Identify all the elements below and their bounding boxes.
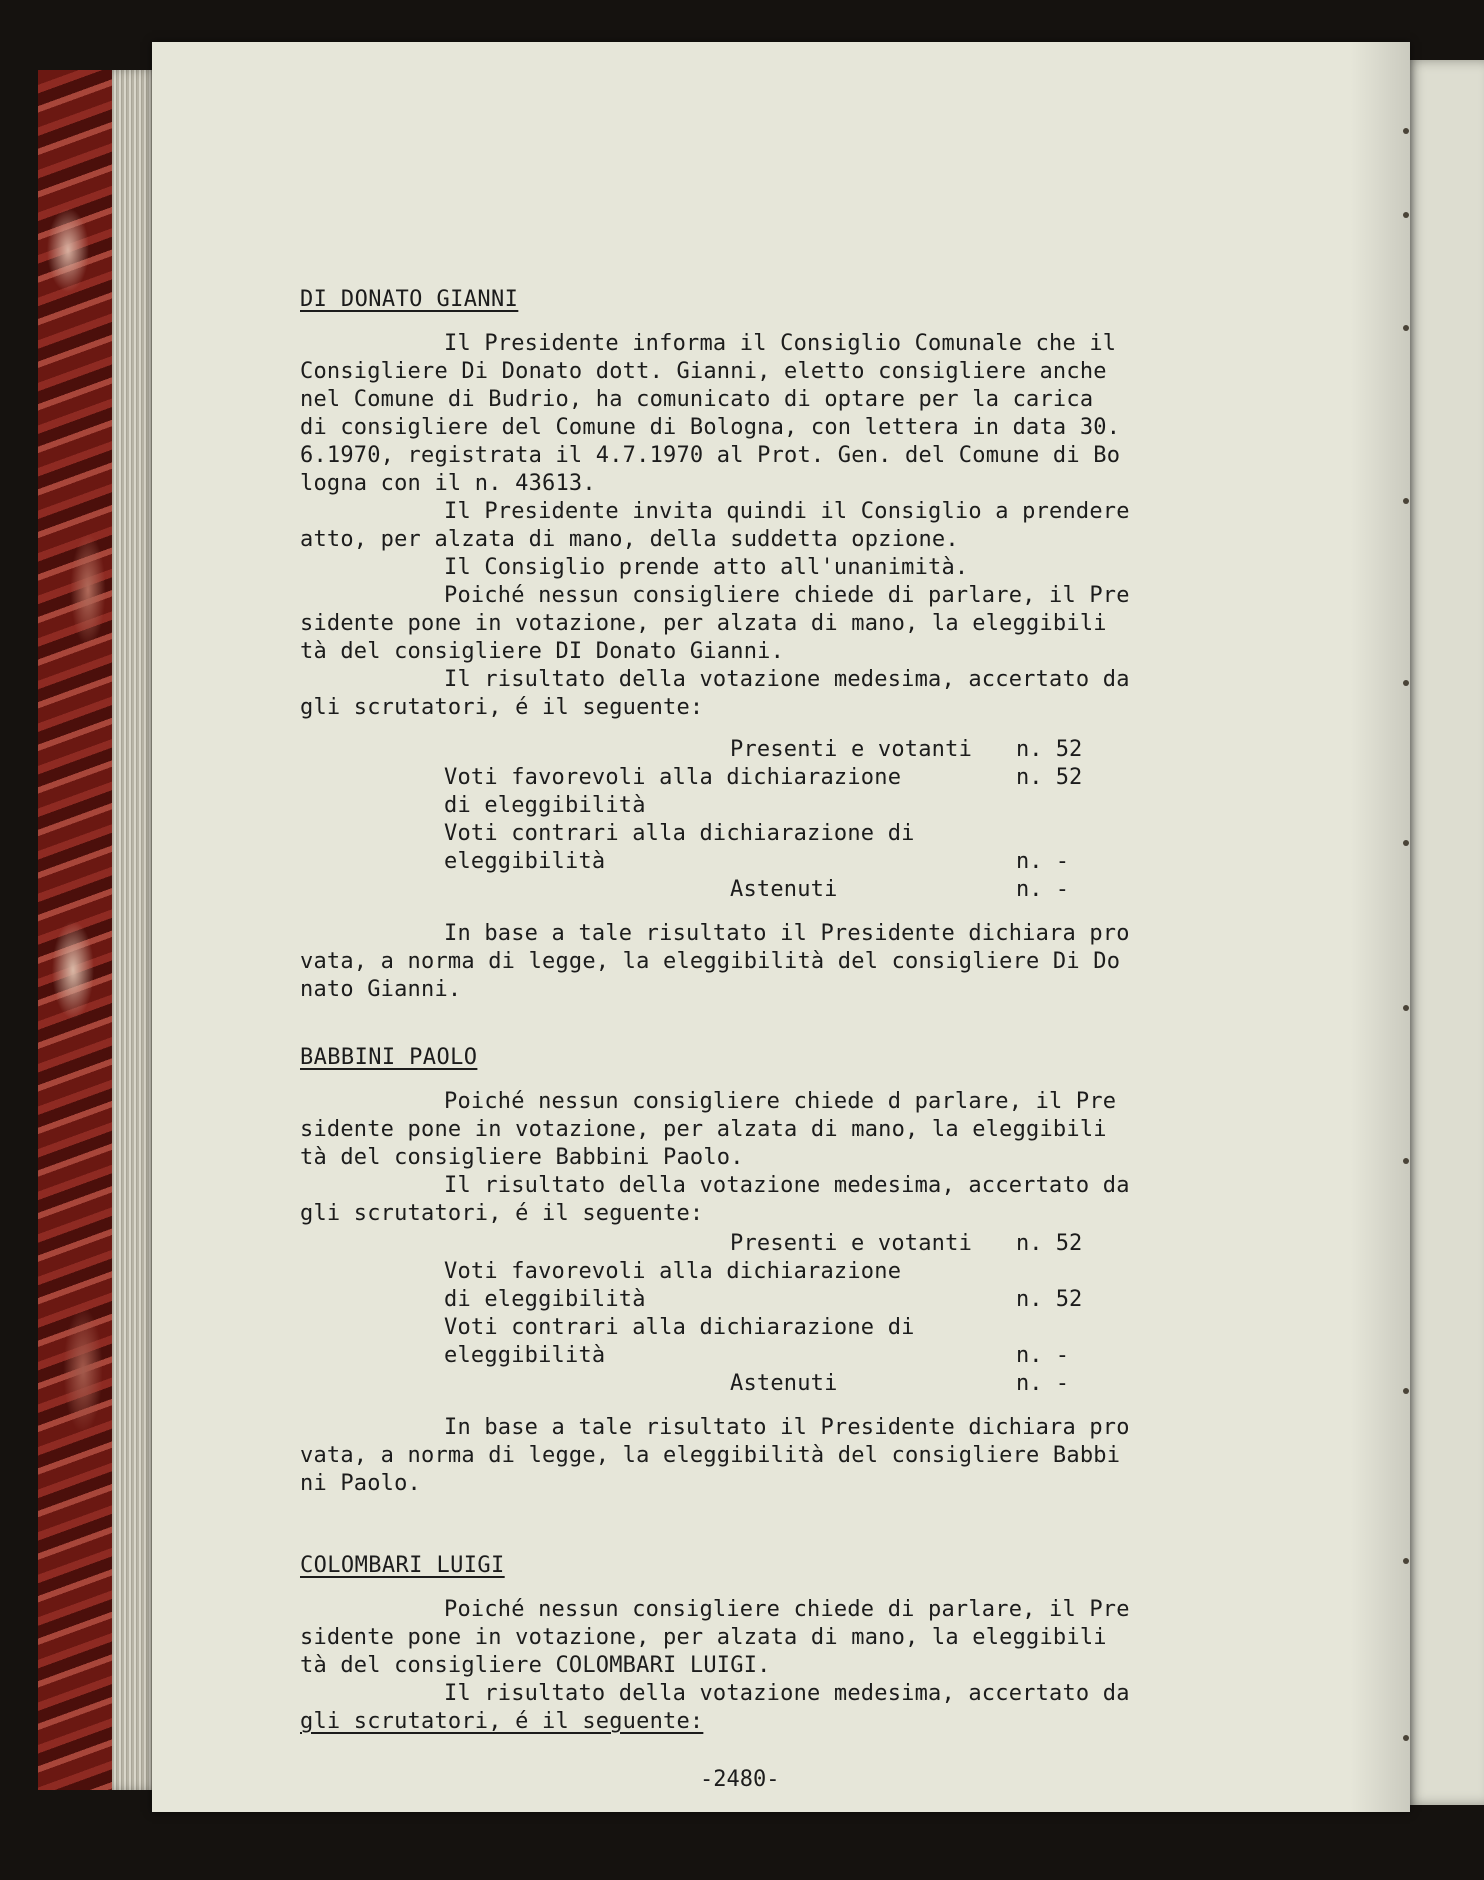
paragraph-line: tà del consigliere DI Donato Gianni.: [300, 639, 785, 664]
book-binding: [38, 70, 122, 1790]
punch-hole: [1403, 128, 1409, 134]
punch-hole: [1403, 1558, 1409, 1564]
paragraph-line: nato Gianni.: [300, 977, 462, 1002]
punch-hole: [1403, 840, 1409, 846]
punch-hole: [1403, 1735, 1409, 1741]
vote-label: Voti contrari alla dichiarazione di: [444, 821, 915, 846]
paragraph-line: Poiché nessun consigliere chiede di parlare, il Pre: [444, 583, 1130, 608]
paragraph-line: Il Consiglio prende atto all'unanimità.: [444, 555, 969, 580]
paragraph-line: In base a tale risultato il Presidente dichiara pro: [444, 921, 1130, 946]
section-heading: BABBINI PAOLO: [300, 1045, 478, 1070]
paragraph-line: Il Presidente invita quindi il Consiglio a prendere: [444, 499, 1130, 524]
punch-hole: [1403, 1005, 1409, 1011]
paragraph-line: vata, a norma di legge, la eleggibilità del consigliere Babbi: [300, 1443, 1121, 1468]
punch-hole: [1403, 1158, 1409, 1164]
vote-count: n. -: [1016, 877, 1069, 902]
paragraph-line: sidente pone in votazione, per alzata di mano, la eleggibili: [300, 1625, 1107, 1650]
vote-label: Voti contrari alla dichiarazione di: [444, 1315, 915, 1340]
paragraph-line: In base a tale risultato il Presidente dichiara pro: [444, 1415, 1130, 1440]
vote-label: eleggibilità: [444, 849, 606, 874]
punch-hole: [1403, 325, 1409, 331]
paragraph-line: Il risultato della votazione medesima, accertato da: [444, 1681, 1130, 1706]
vote-label: Astenuti: [730, 877, 838, 902]
paragraph-line: vata, a norma di legge, la eleggibilità del consigliere Di Do: [300, 949, 1121, 974]
paragraph-line: Il risultato della votazione medesima, accertato da: [444, 667, 1130, 692]
vote-label: Voti favorevoli alla dichiarazione: [444, 765, 902, 790]
vote-label: di eleggibilità: [444, 1287, 646, 1312]
vote-label: eleggibilità: [444, 1343, 606, 1368]
vote-count: n. -: [1016, 849, 1069, 874]
paragraph-line: tà del consigliere Babbini Paolo.: [300, 1145, 744, 1170]
paragraph-line: Poiché nessun consigliere chiede di parlare, il Pre: [444, 1597, 1130, 1622]
section-heading: COLOMBARI LUIGI: [300, 1553, 505, 1578]
vote-count: n. 52: [1016, 1231, 1083, 1256]
paragraph-line: gli scrutatori, é il seguente:: [300, 1709, 704, 1734]
section-heading: DI DONATO GIANNI: [300, 287, 519, 312]
paragraph-line: tà del consigliere COLOMBARI LUIGI.: [300, 1653, 771, 1678]
punch-hole: [1403, 680, 1409, 686]
paragraph-line: Il risultato della votazione medesima, accertato da: [444, 1173, 1130, 1198]
paragraph-line: atto, per alzata di mano, della suddetta opzione.: [300, 527, 959, 552]
paragraph-line: 6.1970, registrata il 4.7.1970 al Prot. Gen. del Comune di Bo: [300, 443, 1121, 468]
punch-hole: [1403, 498, 1409, 504]
page-number: -2480-: [700, 1767, 780, 1792]
paragraph-line: sidente pone in votazione, per alzata di mano, la eleggibili: [300, 1117, 1107, 1142]
punch-hole: [1403, 1388, 1409, 1394]
vote-count: n. 52: [1016, 1287, 1083, 1312]
punch-hole: [1403, 212, 1409, 218]
paragraph-line: Poiché nessun consigliere chiede d parlare, il Pre: [444, 1089, 1117, 1114]
vote-label: Astenuti: [730, 1371, 838, 1396]
paragraph-line: gli scrutatori, é il seguente:: [300, 695, 704, 720]
vote-label: Presenti e votanti: [730, 1231, 973, 1256]
paragraph-line: ni Paolo.: [300, 1471, 422, 1496]
paragraph-line: Consigliere Di Donato dott. Gianni, eletto consigliere anche: [300, 359, 1107, 384]
paragraph-line: di consigliere del Comune di Bologna, con lettera in data 30.: [300, 415, 1121, 440]
vote-count: n. -: [1016, 1343, 1069, 1368]
paragraph-line: gli scrutatori, é il seguente:: [300, 1201, 704, 1226]
vote-count: n. -: [1016, 1371, 1069, 1396]
vote-count: n. 52: [1016, 737, 1083, 762]
paragraph-line: logna con il n. 43613.: [300, 471, 596, 496]
vote-label: Presenti e votanti: [730, 737, 973, 762]
next-page-edge: [1405, 60, 1484, 1805]
vote-label: Voti favorevoli alla dichiarazione: [444, 1259, 902, 1284]
vote-count: n. 52: [1016, 765, 1083, 790]
paragraph-line: sidente pone in votazione, per alzata di mano, la eleggibili: [300, 611, 1107, 636]
paragraph-line: nel Comune di Budrio, ha comunicato di optare per la carica: [300, 387, 1094, 412]
vote-label: di eleggibilità: [444, 793, 646, 818]
paragraph-line: Il Presidente informa il Consiglio Comunale che il: [444, 331, 1117, 356]
